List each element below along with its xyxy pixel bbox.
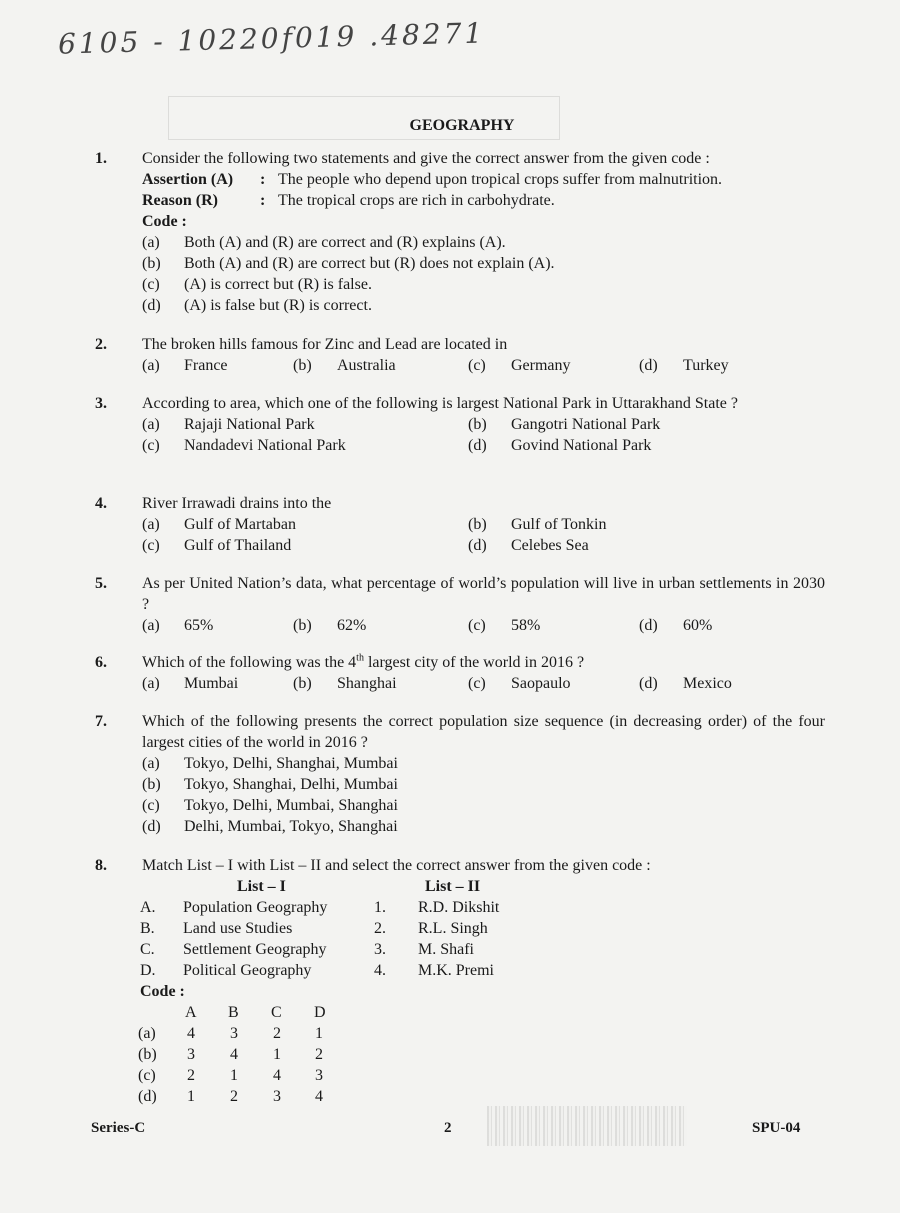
option-label: (d) [468, 537, 487, 554]
assertion-separator: : [260, 171, 266, 188]
list-2-item: R.L. Singh [418, 920, 488, 937]
option-label: (c) [142, 537, 160, 554]
code-value: 3 [315, 1067, 323, 1084]
option-label: (b) [293, 357, 312, 374]
option-b [142, 774, 825, 795]
code-value: 4 [273, 1067, 281, 1084]
code-value: 1 [315, 1025, 323, 1042]
list-1-label: A. [140, 899, 156, 916]
code-value: 2 [187, 1067, 195, 1084]
question-6 [95, 652, 825, 694]
match-row [142, 939, 825, 960]
question-8 [95, 855, 825, 1107]
option-text: Govind National Park [511, 437, 652, 454]
option-d [142, 295, 825, 316]
list-1-item: Population Geography [183, 899, 328, 916]
option-c [142, 274, 825, 295]
option-text: Tokyo, Delhi, Shanghai, Mumbai [184, 755, 398, 772]
code-header: C [271, 1004, 282, 1021]
code-value: 1 [187, 1088, 195, 1105]
list-2-label: 3. [374, 941, 386, 958]
code-value: 3 [273, 1088, 281, 1105]
option-text: Australia [337, 357, 396, 374]
code-row [138, 1044, 825, 1065]
reason-row [142, 190, 825, 211]
option-label: (d) [142, 818, 161, 835]
option-text: Tokyo, Delhi, Mumbai, Shanghai [184, 797, 398, 814]
option-label: (c) [468, 675, 486, 692]
option-a [142, 232, 825, 253]
option-b [142, 253, 825, 274]
code-row-label: (d) [138, 1088, 157, 1105]
option-label: (c) [142, 437, 160, 454]
list-2-label: 4. [374, 962, 386, 979]
list-headers [142, 876, 825, 897]
options-row-1 [142, 514, 825, 535]
list-1-label: C. [140, 941, 155, 958]
option-text: Saopaulo [511, 675, 571, 692]
option-label: (a) [142, 416, 160, 433]
code-value: 3 [230, 1025, 238, 1042]
option-a [142, 753, 825, 774]
question-number: 8. [95, 857, 107, 874]
list-1-label: D. [140, 962, 156, 979]
assertion-text: The people who depend upon tropical crops suffer from malnutrition. [278, 171, 723, 188]
code-header: A [185, 1004, 197, 1021]
code-label: Code : [142, 213, 187, 230]
code-value: 4 [230, 1046, 238, 1063]
reason-separator: : [260, 192, 266, 209]
option-text: Gulf of Martaban [184, 516, 296, 533]
question-2 [95, 334, 825, 376]
option-text: Rajaji National Park [184, 416, 315, 433]
question-1 [95, 148, 825, 316]
code-row-label: (b) [138, 1046, 157, 1063]
option-label: (d) [639, 617, 658, 634]
list-1-header: List – I [237, 878, 286, 895]
options-row-2 [142, 535, 825, 556]
option-text: Germany [511, 357, 571, 374]
list-1-item: Land use Studies [183, 920, 293, 937]
option-label: (b) [468, 516, 487, 533]
option-text: Both (A) and (R) are correct but (R) does not explain (A). [184, 255, 555, 272]
question-text: The broken hills famous for Zinc and Lead are located in [142, 336, 508, 353]
option-text: Turkey [683, 357, 729, 374]
code-value: 1 [230, 1067, 238, 1084]
option-label: (a) [142, 234, 160, 251]
option-text: Mexico [683, 675, 732, 692]
option-text: Nandadevi National Park [184, 437, 346, 454]
reason-label: Reason (R) [142, 192, 218, 209]
option-label: (a) [142, 617, 160, 634]
option-text: France [184, 357, 228, 374]
option-label: (a) [142, 755, 160, 772]
option-text: Gangotri National Park [511, 416, 661, 433]
option-label: (b) [142, 776, 161, 793]
question-text: As per United Nation’s data, what percentage of world’s population will live in urban settlements in 2030 ? [142, 575, 825, 613]
footer-code: SPU-04 [752, 1120, 801, 1136]
option-d [142, 816, 825, 837]
page-title: GEOGRAPHY [409, 117, 515, 134]
option-text: Tokyo, Shanghai, Delhi, Mumbai [184, 776, 398, 793]
code-row [138, 1023, 825, 1044]
list-2-label: 2. [374, 920, 386, 937]
question-text: River Irrawadi drains into the [142, 495, 332, 512]
option-text: 58% [511, 617, 541, 634]
match-row [142, 918, 825, 939]
options-row-1 [142, 414, 825, 435]
list-2-item: M.K. Premi [418, 962, 494, 979]
option-text: 62% [337, 617, 367, 634]
option-label: (c) [468, 357, 486, 374]
match-row [142, 960, 825, 981]
list-1-item: Political Geography [183, 962, 312, 979]
option-text: Gulf of Thailand [184, 537, 292, 554]
code-value: 2 [315, 1046, 323, 1063]
option-label: (a) [142, 516, 160, 533]
list-2-item: M. Shafi [418, 941, 474, 958]
option-text: 65% [184, 617, 214, 634]
option-text: Delhi, Mumbai, Tokyo, Shanghai [184, 818, 398, 835]
code-header: B [228, 1004, 239, 1021]
option-text: Mumbai [184, 675, 239, 692]
list-1-item: Settlement Geography [183, 941, 327, 958]
question-text: Which of the following presents the correct population size sequence (in decreasing order) of the four largest cities of the world in 2016 ? [142, 713, 825, 751]
code-value: 1 [273, 1046, 281, 1063]
list-2-item: R.D. Dikshit [418, 899, 500, 916]
code-label-row [142, 211, 825, 232]
options-row [142, 673, 825, 694]
question-number: 4. [95, 495, 107, 512]
option-text: (A) is false but (R) is correct. [184, 297, 372, 314]
options-row [142, 355, 825, 376]
option-label: (d) [639, 675, 658, 692]
option-c [142, 795, 825, 816]
question-text-part: Which of the following was the 4 [142, 654, 357, 671]
question-3 [95, 393, 825, 456]
question-text: According to area, which one of the following is largest National Park in Uttarakhand State ? [142, 395, 738, 412]
code-value: 2 [230, 1088, 238, 1105]
question-number: 7. [95, 713, 107, 730]
code-value: 4 [187, 1025, 195, 1042]
code-row [138, 1065, 825, 1086]
footer-page-number: 2 [444, 1120, 452, 1136]
footer-series: Series-C [91, 1120, 146, 1136]
option-text: (A) is correct but (R) is false. [184, 276, 372, 293]
question-text [142, 652, 825, 673]
option-label: (d) [142, 297, 161, 314]
code-value: 4 [315, 1088, 323, 1105]
list-1-label: B. [140, 920, 155, 937]
code-label: Code : [140, 983, 185, 1000]
code-value: 3 [187, 1046, 195, 1063]
option-label: (d) [468, 437, 487, 454]
ordinal-superscript: th [356, 652, 364, 664]
list-2-label: 1. [374, 899, 386, 916]
question-number: 6. [95, 654, 107, 671]
code-value: 2 [273, 1025, 281, 1042]
options-row [142, 615, 825, 636]
option-text: Gulf of Tonkin [511, 516, 607, 533]
code-row [138, 1086, 825, 1107]
option-label: (c) [142, 797, 160, 814]
question-number: 2. [95, 336, 107, 353]
question-text-part: largest city of the world in 2016 ? [363, 654, 585, 671]
option-label: (b) [293, 675, 312, 692]
options-row-2 [142, 435, 825, 456]
code-header: D [314, 1004, 326, 1021]
code-row-label: (c) [138, 1067, 156, 1084]
list-2-header: List – II [425, 878, 481, 895]
question-number: 1. [95, 150, 107, 167]
barcode-bleed [487, 1106, 687, 1146]
option-label: (a) [142, 357, 160, 374]
option-text: Shanghai [337, 675, 397, 692]
question-4 [95, 493, 825, 556]
code-row-label: (a) [138, 1025, 156, 1042]
option-label: (b) [468, 416, 487, 433]
option-text: Both (A) and (R) are correct and (R) explains (A). [184, 234, 506, 251]
option-label: (c) [468, 617, 486, 634]
assertion-label: Assertion (A) [142, 171, 234, 188]
handwritten-note: 6105 - 10220f019 .48271 [57, 16, 486, 61]
option-text: Celebes Sea [511, 537, 589, 554]
question-number: 3. [95, 395, 107, 412]
code-header-row [142, 1002, 825, 1023]
match-row [142, 897, 825, 918]
option-label: (b) [142, 255, 161, 272]
question-text: Consider the following two statements and give the correct answer from the given code : [142, 150, 710, 167]
option-label: (d) [639, 357, 658, 374]
question-number: 5. [95, 575, 107, 592]
question-7 [95, 711, 825, 837]
assertion-row [142, 169, 825, 190]
question-text: Match List – I with List – II and select the correct answer from the given code : [142, 857, 651, 874]
option-text: 60% [683, 617, 713, 634]
option-label: (b) [293, 617, 312, 634]
option-label: (c) [142, 276, 160, 293]
code-label-row [142, 981, 825, 1002]
reason-text: The tropical crops are rich in carbohydrate. [278, 192, 555, 209]
option-label: (a) [142, 675, 160, 692]
question-5 [95, 573, 825, 636]
